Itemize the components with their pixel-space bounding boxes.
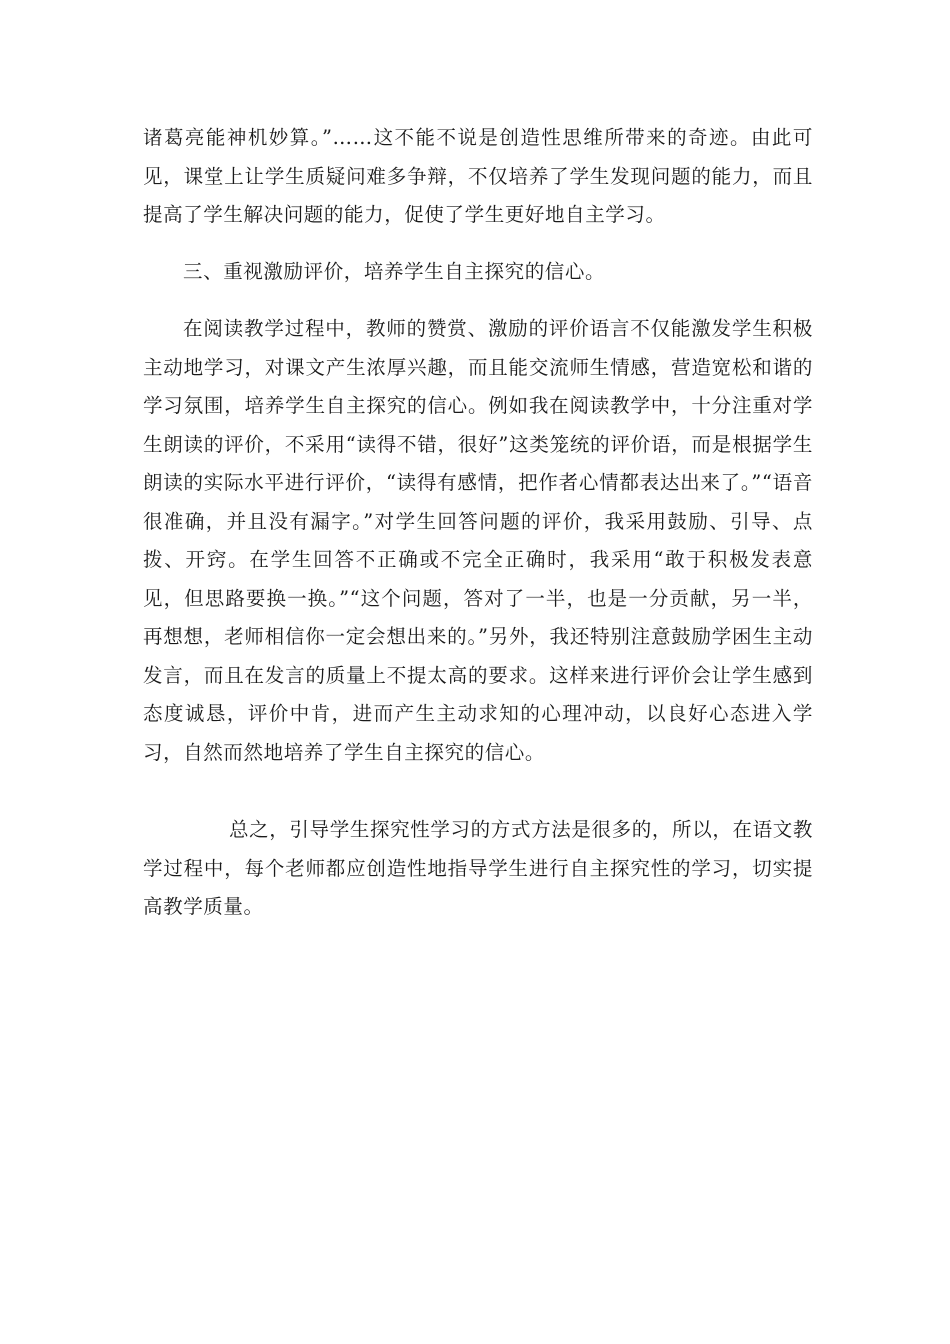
section-heading-encouraging-evaluation: 三、重视激励评价，培养学生自主探究的信心。 bbox=[183, 260, 606, 283]
paragraph-conclusion-of-questioning: 诸葛亮能神机妙算。”……这不能不说是创造性思维所带来的奇迹。由此可见，课堂上让学生质疑问难多争辩，不仅培养了学生发现问题的能力，而且提高了学生解决问题的能力，促使了学生更好地自主学习。 bbox=[143, 126, 813, 226]
paragraph-summary: 总之，引导学生探究性学习的方式方法是很多的，所以，在语文教学过程中，每个老师都应创造性地指导学生进行自主探究性的学习，切实提高教学质量。 bbox=[143, 818, 813, 918]
paragraph-evaluation-examples: 在阅读教学过程中，教师的赞赏、激励的评价语言不仅能激发学生积极主动地学习，对课文产生浓厚兴趣，而且能交流师生情感，营造宽松和谐的学习氛围，培养学生自主探究的信心。例如我在阅读教学中，十分注重对学生朗读的评价，不采用“读得不错，很好”这类笼统的评价语，而是根据学生朗读的实际水平进行评价，“读得有感情，把作者心情都表达出来了。”“语音很准确，并且没有漏字。”对学生回答问题的评价，我采用鼓励、引导、点拨、开窍。在学生回答不正确或不完全正确时，我采用“敢于积极发表意见，但思路要换一换。”“这个问题，答对了一半，也是一分贡献，另一半，再想想，老师相信你一定会想出来的。”另外，我还特别注意鼓励学困生主动发言，而且在发言的质量上不提太高的要求。这样来进行评价会让学生感到态度诚恳，评价中肯，进而产生主动求知的心理冲动，以良好心态进入学习，自然而然地培养了学生自主探究的信心。 bbox=[143, 317, 813, 764]
